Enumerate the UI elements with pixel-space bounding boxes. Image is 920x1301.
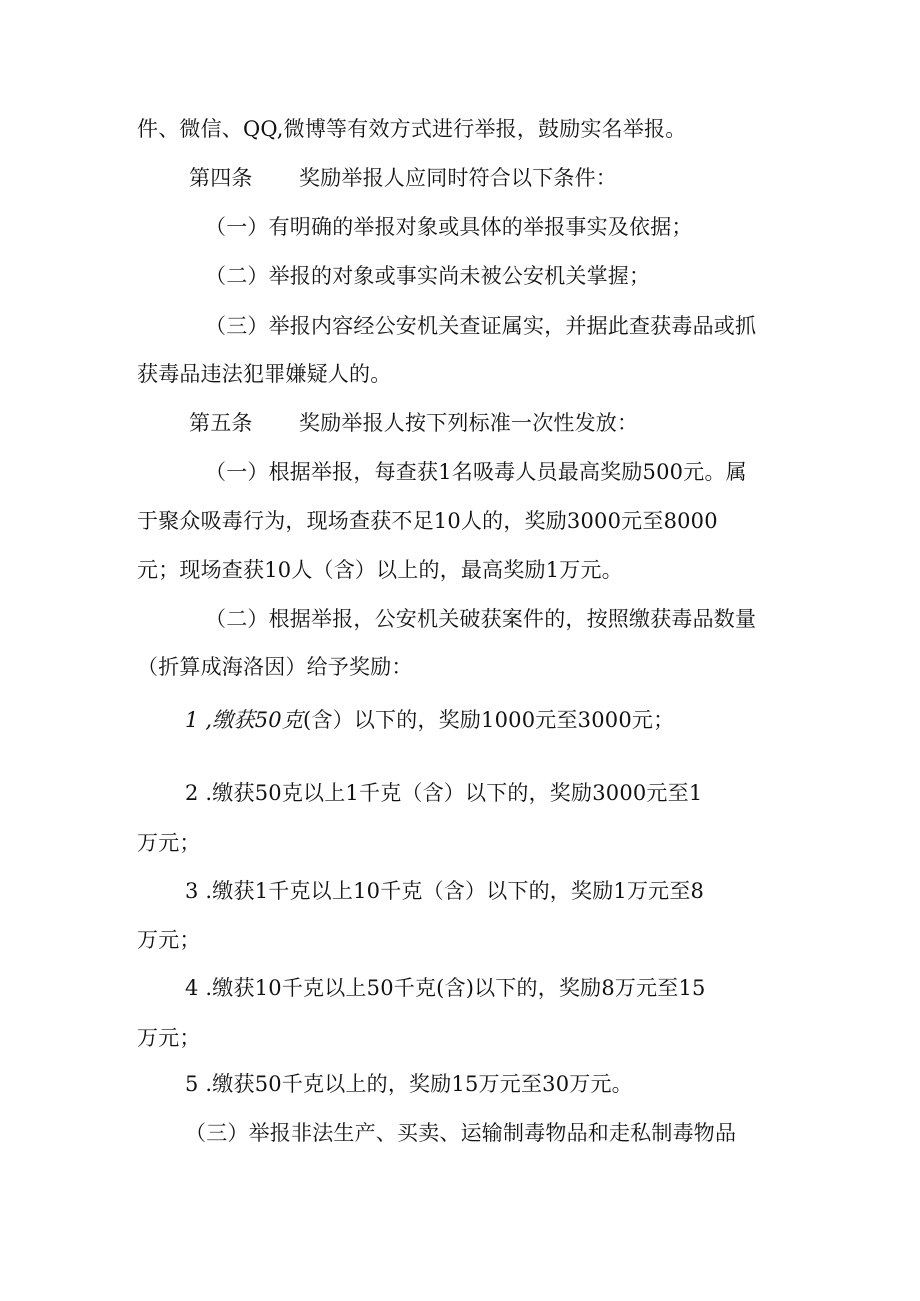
article-5 bbox=[0, 408, 920, 438]
standard-1-line-3: 元；现场查获10人（含）以上的，最高奖励1万元。 bbox=[137, 558, 623, 582]
article-4 bbox=[0, 163, 920, 193]
article-5-text: 奖励举报人按下列标准一次性发放： bbox=[299, 411, 639, 435]
item-3: 3 .缴获1千克以上10千克（含）以下的，奖励1万元至8 bbox=[185, 879, 705, 903]
item-4-line-2: 万元； bbox=[137, 1026, 201, 1050]
item-2-line-2: 万元； bbox=[137, 831, 201, 855]
item-5: 5 .缴获50千克以上的，奖励15万元至30万元。 bbox=[185, 1072, 633, 1096]
item-4: 4 .缴获10千克以上50千克(含)以下的，奖励8万元至15 bbox=[185, 976, 706, 1000]
line-1: 件、微信、QQ,微博等有效方式进行举报，鼓励实名举报。 bbox=[137, 117, 687, 141]
standard-2-line-2: （折算成海洛因）给予奖励： bbox=[137, 655, 413, 679]
item-2: 2 .缴获50克以上1千克（含）以下的，奖励3000元至1 bbox=[185, 781, 703, 805]
item-1-text: (含）以下的，奖励1000元至3000元； bbox=[303, 708, 675, 732]
article-4-text: 奖励举报人应同时符合以下条件： bbox=[299, 166, 617, 190]
standard-2: （二）根据举报，公安机关破获案件的，按照缴获毒品数量 bbox=[205, 607, 757, 631]
standard-3: （三）举报非法生产、买卖、运输制毒物品和走私制毒物品 bbox=[185, 1121, 737, 1145]
item-1 bbox=[0, 705, 920, 735]
condition-3: （三）举报内容经公安机关查证属实，并据此查获毒品或抓 bbox=[205, 314, 757, 338]
article-4-heading: 第四条 bbox=[189, 166, 253, 190]
article-5-heading: 第五条 bbox=[189, 411, 253, 435]
item-3-line-2: 万元； bbox=[137, 928, 201, 952]
standard-1: （一）根据举报，每查获1名吸毒人员最高奖励500元。属 bbox=[205, 460, 747, 484]
condition-2: （二）举报的对象或事实尚未被公安机关掌握； bbox=[205, 264, 651, 288]
item-1-prefix: 1 ,缴获50克 bbox=[185, 708, 304, 732]
condition-3-continued: 获毒品违法犯罪嫌疑人的。 bbox=[137, 362, 392, 386]
condition-1: （一）有明确的举报对象或具体的举报事实及依据； bbox=[205, 215, 693, 239]
standard-1-line-2: 于聚众吸毒行为，现场查获不足10人的，奖励3000元至8000 bbox=[137, 509, 718, 533]
